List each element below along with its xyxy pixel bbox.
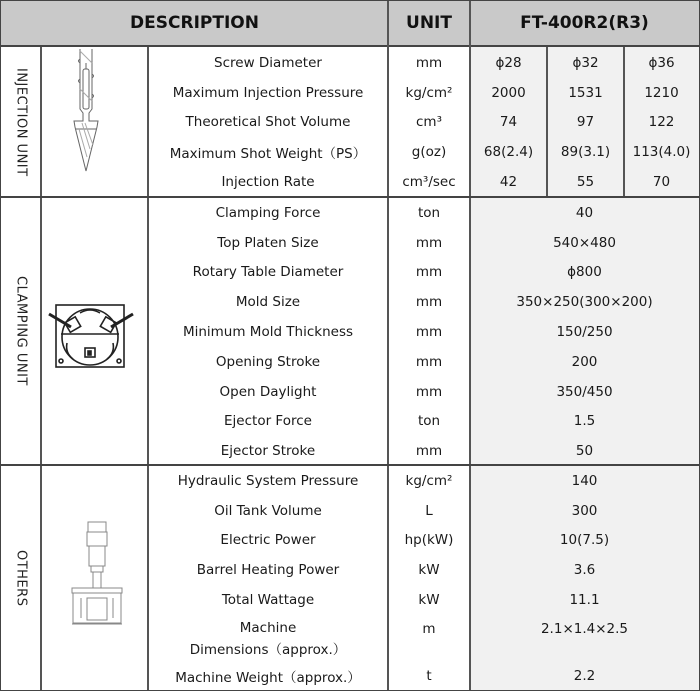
row-unit: mm [415, 383, 443, 400]
table-row [148, 585, 699, 615]
row-description: Maximum Shot Weight（PS） [169, 146, 367, 163]
table-row [148, 496, 699, 526]
row-value: 2.2 [573, 667, 596, 684]
row-unit: mm [415, 264, 443, 281]
row-value: 11.1 [569, 592, 600, 609]
row-unit: kg/cm² [405, 472, 453, 489]
row-description: Screw Diameter [214, 54, 322, 71]
row-description: Total Wattage [221, 592, 315, 609]
row-description: Maximum Injection Pressure [172, 84, 364, 101]
row-value: 2000 [491, 84, 526, 101]
section-label-injection: INJECTION UNIT [13, 67, 29, 177]
table-row [148, 615, 699, 661]
table-row [148, 466, 699, 496]
row-description [148, 617, 388, 661]
table-row [148, 287, 699, 317]
row-unit: mm [415, 54, 443, 71]
row-unit: m [422, 621, 436, 637]
row-value: 89(3.1) [560, 144, 611, 161]
machine-front-view-icon [69, 518, 125, 628]
row-value: 40 [575, 204, 594, 221]
row-description: Hydraulic System Pressure [177, 472, 359, 489]
table-row [148, 228, 699, 258]
row-description: Injection Rate [221, 174, 315, 191]
row-unit: ton [417, 413, 441, 430]
table-row [148, 48, 699, 78]
row-value: 74 [499, 114, 518, 131]
row-value: ϕ28 [495, 54, 522, 71]
table-header [1, 1, 699, 47]
row-unit: kW [418, 562, 440, 579]
table-row [148, 167, 699, 197]
row-unit: cm³/sec [402, 174, 456, 191]
row-unit: cm³ [416, 114, 442, 131]
row-value: 1.5 [573, 413, 596, 430]
row-description: Electric Power [220, 532, 316, 549]
table-row [148, 258, 699, 288]
row-value: 55 [576, 174, 595, 191]
row-description: Theoretical Shot Volume [185, 114, 351, 131]
row-value: 150/250 [556, 324, 613, 341]
header-model: FT-400R2(R3) [520, 13, 649, 33]
table-row [148, 377, 699, 407]
table-row [148, 317, 699, 347]
row-unit: ton [417, 204, 441, 221]
row-description: Barrel Heating Power [196, 562, 340, 579]
row-value: ϕ36 [648, 54, 675, 71]
row-unit: mm [415, 324, 443, 341]
row-value: 70 [652, 174, 671, 191]
row-unit: g(oz) [411, 144, 447, 161]
row-unit: L [425, 502, 433, 519]
row-value: 300 [571, 502, 598, 519]
row-description: Ejector Force [224, 413, 312, 430]
table-row [148, 555, 699, 585]
row-description: Machine Weight（approx.） [175, 669, 361, 686]
row-unit: mm [415, 294, 443, 311]
table-row [148, 198, 699, 228]
table-row [148, 661, 699, 691]
row-unit: kg/cm² [405, 84, 453, 101]
row-value: 42 [499, 174, 518, 191]
row-value: 200 [571, 353, 598, 370]
row-value: 1531 [568, 84, 603, 101]
header-description: DESCRIPTION [130, 13, 259, 33]
table-row [148, 108, 699, 138]
rotary-table-diagram-icon [47, 301, 135, 371]
row-description: Top Platen Size [217, 234, 319, 251]
row-description: Clamping Force [215, 204, 321, 221]
row-value: 122 [648, 114, 675, 131]
row-value: 68(2.4) [483, 144, 534, 161]
row-value: 540×480 [553, 234, 616, 251]
row-value: 2.1×1.4×2.5 [540, 621, 629, 637]
row-value: 97 [576, 114, 595, 131]
row-description: Minimum Mold Thickness [182, 324, 354, 341]
row-description: Oil Tank Volume [214, 502, 322, 519]
row-description: Open Daylight [219, 383, 317, 400]
screw-diagram-icon [71, 49, 111, 175]
row-value: 1210 [644, 84, 679, 101]
row-value: 140 [571, 472, 598, 489]
table-row [148, 436, 699, 466]
row-value: 113(4.0) [632, 144, 691, 161]
row-unit: mm [415, 353, 443, 370]
row-value: 350/450 [556, 383, 613, 400]
table-row [148, 78, 699, 108]
section-label-others: OTHERS [13, 549, 29, 607]
row-unit: mm [415, 443, 443, 460]
row-description: Ejector Stroke [220, 443, 316, 460]
row-description-line: Dimensions（approx.） [189, 642, 347, 658]
row-description: Mold Size [235, 294, 301, 311]
table-row [148, 137, 699, 167]
table-row [148, 407, 699, 437]
table-row [148, 526, 699, 556]
row-value: ϕ800 [567, 264, 602, 281]
row-value: ϕ32 [572, 54, 599, 71]
row-description-line: Machine [239, 620, 297, 636]
row-value: 3.6 [573, 562, 596, 579]
row-unit: kW [418, 592, 440, 609]
row-unit: hp(kW) [404, 532, 454, 549]
row-value: 50 [575, 443, 594, 460]
header-unit: UNIT [406, 13, 452, 33]
row-unit: t [426, 667, 432, 684]
table-row [148, 347, 699, 377]
section-label-clamping: CLAMPING UNIT [13, 276, 29, 386]
row-value: 10(7.5) [559, 532, 610, 549]
row-value: 350×250(300×200) [516, 294, 653, 311]
row-unit: mm [415, 234, 443, 251]
row-description: Rotary Table Diameter [192, 264, 344, 281]
row-description: Opening Stroke [215, 353, 321, 370]
